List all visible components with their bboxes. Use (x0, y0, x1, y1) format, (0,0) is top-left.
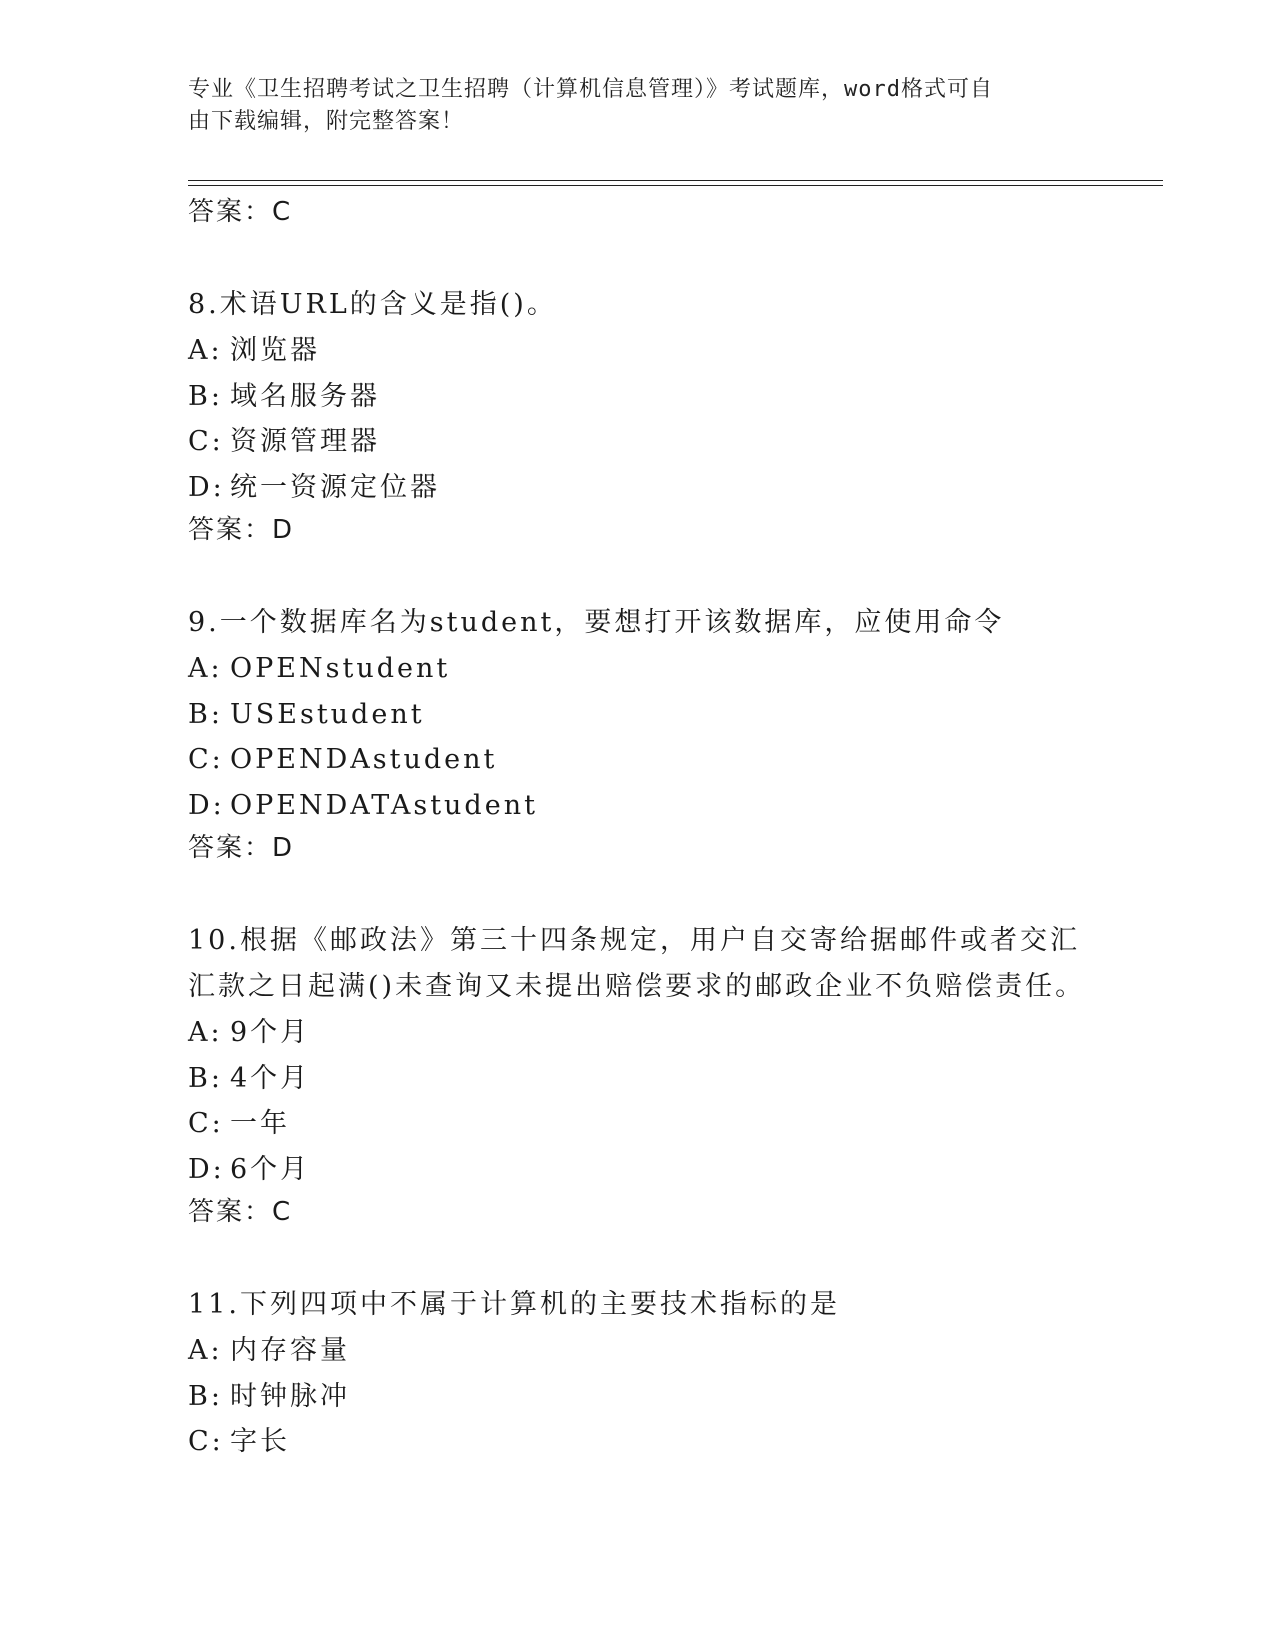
option-label: D: (188, 1153, 225, 1185)
option-b (188, 374, 1088, 420)
option-label: B: (188, 1380, 223, 1412)
option-text: 9个月 (230, 1017, 311, 1048)
option-a (188, 1010, 1088, 1056)
option-text: 内存容量 (230, 1335, 350, 1366)
option-text: 一年 (230, 1108, 290, 1139)
header-divider-bottom (188, 185, 1163, 186)
option-text: 4个月 (230, 1062, 311, 1094)
option-a (188, 1328, 1088, 1374)
option-text: OPENstudent (230, 653, 451, 684)
option-label: A: (188, 335, 223, 366)
question-8 (188, 282, 1088, 550)
option-text: OPENDAstudent (230, 744, 498, 775)
option-text: 资源管理器 (230, 426, 380, 457)
option-label: B: (188, 380, 223, 412)
answer: 答案：C (188, 1197, 293, 1227)
option-label: D: (188, 789, 225, 821)
option-text: 时钟脉冲 (230, 1380, 350, 1412)
option-text: 浏览器 (230, 335, 320, 366)
option-text: USEstudent (230, 698, 425, 730)
option-c (188, 737, 1088, 783)
question-10 (188, 918, 1088, 1232)
option-b (188, 1374, 1088, 1420)
option-label: A: (188, 1017, 223, 1048)
option-a (188, 646, 1088, 692)
option-c (188, 1419, 1088, 1465)
option-label: C: (188, 426, 224, 457)
option-c (188, 419, 1088, 465)
header-line-1: 专业《卫生招聘考试之卫生招聘（计算机信息管理）》考试题库，word格式可自 (188, 77, 993, 102)
option-label: A: (188, 1335, 223, 1366)
option-text: 统一资源定位器 (230, 471, 440, 503)
option-c (188, 1101, 1088, 1147)
question-stem: 8.术语URL的含义是指()。 (188, 289, 557, 320)
option-a (188, 328, 1088, 374)
option-text: 字长 (230, 1426, 290, 1457)
option-label: D: (188, 471, 225, 503)
option-text: 6个月 (230, 1153, 311, 1185)
option-label: C: (188, 744, 224, 775)
question-list (188, 192, 1088, 1465)
option-label: B: (188, 698, 223, 730)
question-stem: 10.根据《邮政法》第三十四条规定，用户自交寄给据邮件或者交汇汇款之日起满()未查询又未提出赔偿要求的邮政企业不负赔偿责任。 (188, 925, 1086, 1002)
question-stem: 11.下列四项中不属于计算机的主要技术指标的是 (188, 1289, 840, 1320)
option-label: C: (188, 1426, 224, 1457)
option-text: 域名服务器 (230, 380, 380, 412)
document-header (188, 74, 1068, 138)
option-label: C: (188, 1108, 224, 1139)
option-d (188, 465, 1088, 511)
answer: 答案：D (188, 515, 295, 545)
question-11 (188, 1282, 1088, 1465)
previous-answer: 答案：C (188, 197, 293, 227)
header-line-2: 由下载编辑，附完整答案！ (188, 109, 465, 134)
option-text: OPENDATAstudent (230, 789, 538, 821)
option-label: B: (188, 1062, 223, 1094)
option-b (188, 692, 1088, 738)
header-divider-top (188, 180, 1163, 181)
answer: 答案：D (188, 833, 295, 863)
option-label: A: (188, 653, 223, 684)
question-9 (188, 600, 1088, 868)
question-stem: 9.一个数据库名为student，要想打开该数据库，应使用命令 (188, 607, 1005, 638)
option-b (188, 1056, 1088, 1102)
option-d (188, 1147, 1088, 1193)
option-d (188, 783, 1088, 829)
